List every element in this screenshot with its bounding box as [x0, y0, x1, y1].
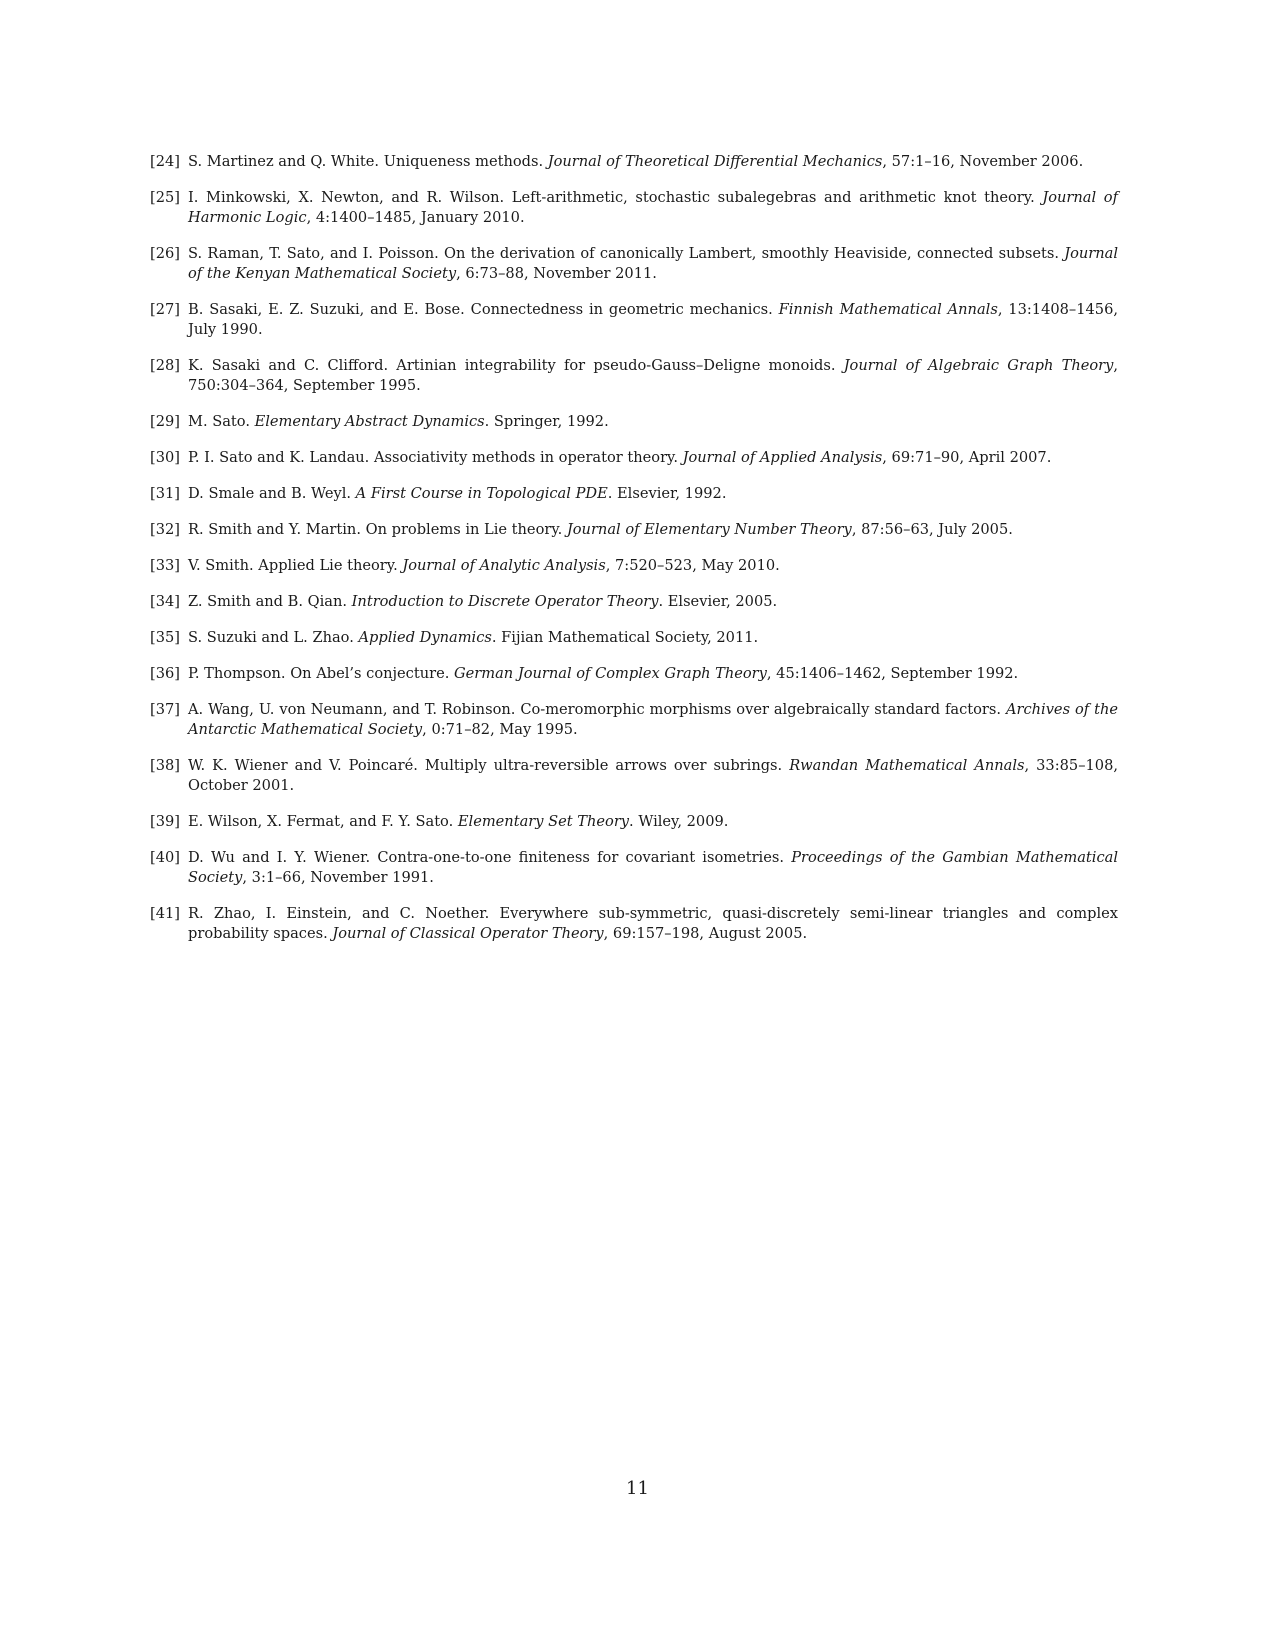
reference-number: [41] [150, 905, 180, 922]
reference-number: [37] [150, 701, 180, 718]
reference-number: [38] [150, 757, 180, 774]
reference-authors-title: S. Raman, T. Sato, and I. Poisson. On the derivation of canonically Lambert, smoothly Heaviside, connected subsets. [188, 245, 1065, 262]
reference-authors-title: R. Zhao, I. Einstein, and C. Noether. Everywhere sub-symmetric, quasi-discretely semi-linear triangles and complex probability spaces. [188, 905, 1118, 942]
reference-item [150, 812, 1118, 832]
reference-authors-title: W. K. Wiener and V. Poincaré. Multiply ultra-reversible arrows over subrings. [188, 757, 790, 774]
reference-item [150, 356, 1118, 396]
reference-text [188, 520, 1118, 540]
reference-venue: Journal of Classical Operator Theory [332, 925, 604, 942]
reference-authors-title: I. Minkowski, X. Newton, and R. Wilson. Left-arithmetic, stochastic subalegebras and arithmetic knot theory. [188, 189, 1043, 206]
reference-text [188, 756, 1118, 796]
reference-text [188, 700, 1118, 740]
reference-number: [26] [150, 245, 180, 262]
page-number: 11 [626, 1478, 649, 1499]
reference-text [188, 152, 1118, 172]
reference-authors-title: D. Wu and I. Y. Wiener. Contra-one-to-one finiteness for covariant isometries. [188, 849, 792, 866]
reference-venue: Archives of the Antarctic Mathematical Society [188, 701, 1118, 738]
reference-authors-title: P. Thompson. On Abel’s conjecture. [188, 665, 454, 682]
reference-number: [34] [150, 593, 180, 610]
reference-item [150, 448, 1118, 468]
reference-number: [31] [150, 485, 180, 502]
reference-number: [25] [150, 189, 180, 206]
reference-text [188, 300, 1118, 340]
reference-number: [33] [150, 557, 180, 574]
reference-text [188, 356, 1118, 396]
reference-authors-title: Z. Smith and B. Qian. [188, 593, 352, 610]
reference-authors-title: B. Sasaki, E. Z. Suzuki, and E. Bose. Connectedness in geometric mechanics. [188, 301, 779, 318]
reference-item [150, 244, 1118, 284]
reference-details: , 69:157–198, August 2005. [603, 925, 808, 942]
reference-text [188, 556, 1118, 576]
reference-authors-title: K. Sasaki and C. Clifford. Artinian integrability for pseudo-Gauss–Deligne monoids. [188, 357, 844, 374]
reference-number: [35] [150, 629, 180, 646]
reference-details: , 750:304–364, September 1995. [188, 357, 1119, 394]
reference-venue: Journal of Applied Analysis [682, 449, 883, 466]
reference-details: . Wiley, 2009. [629, 813, 729, 830]
reference-text [188, 188, 1118, 228]
reference-venue: Journal of Theoretical Differential Mechanics [547, 153, 883, 170]
reference-details: , 3:1–66, November 1991. [242, 869, 434, 886]
reference-text [188, 244, 1118, 284]
reference-number: [24] [150, 153, 180, 170]
reference-authors-title: A. Wang, U. von Neumann, and T. Robinson. Co-meromorphic morphisms over algebraically standard factors. [188, 701, 1006, 718]
reference-details: , 87:56–63, July 2005. [851, 521, 1013, 538]
reference-text [188, 448, 1118, 468]
reference-venue: Journal of Analytic Analysis [402, 557, 606, 574]
reference-venue: Journal of Harmonic Logic [188, 189, 1118, 226]
reference-details: , 69:71–90, April 2007. [882, 449, 1052, 466]
reference-details: , 6:73–88, November 2011. [456, 265, 657, 282]
reference-number: [39] [150, 813, 180, 830]
reference-authors-title: S. Suzuki and L. Zhao. [188, 629, 359, 646]
reference-item [150, 628, 1118, 648]
reference-authors-title: P. I. Sato and K. Landau. Associativity methods in operator theory. [188, 449, 683, 466]
reference-item [150, 592, 1118, 612]
reference-item [150, 664, 1118, 684]
reference-authors-title: R. Smith and Y. Martin. On problems in Lie theory. [188, 521, 567, 538]
reference-details: . Elsevier, 1992. [607, 485, 727, 502]
reference-venue: German Journal of Complex Graph Theory [454, 665, 767, 682]
reference-details: , 57:1–16, November 2006. [882, 153, 1084, 170]
reference-text [188, 812, 1118, 832]
reference-venue: Rwandan Mathematical Annals [789, 757, 1025, 774]
reference-text [188, 484, 1118, 504]
reference-details: . Elsevier, 2005. [658, 593, 778, 610]
reference-details: , 7:520–523, May 2010. [605, 557, 780, 574]
reference-venue: Journal of Algebraic Graph Theory [843, 357, 1114, 374]
reference-item [150, 700, 1118, 740]
reference-venue: Journal of Elementary Number Theory [566, 521, 852, 538]
reference-details: , 45:1406–1462, September 1992. [766, 665, 1019, 682]
reference-authors-title: M. Sato. [188, 413, 255, 430]
reference-details: , 0:71–82, May 1995. [422, 721, 578, 738]
reference-number: [30] [150, 449, 180, 466]
reference-item [150, 904, 1118, 944]
reference-authors-title: D. Smale and B. Weyl. [188, 485, 356, 502]
reference-number: [32] [150, 521, 180, 538]
reference-item [150, 300, 1118, 340]
reference-venue: Elementary Abstract Dynamics [254, 413, 485, 430]
reference-text [188, 904, 1118, 944]
reference-item [150, 556, 1118, 576]
reference-venue: A First Course in Topological PDE [355, 485, 608, 502]
reference-authors-title: S. Martinez and Q. White. Uniqueness methods. [188, 153, 548, 170]
reference-venue: Elementary Set Theory [457, 813, 630, 830]
reference-number: [40] [150, 849, 180, 866]
reference-text [188, 412, 1118, 432]
reference-details: . Fijian Mathematical Society, 2011. [491, 629, 759, 646]
reference-number: [27] [150, 301, 180, 318]
reference-authors-title: V. Smith. Applied Lie theory. [188, 557, 403, 574]
reference-item [150, 412, 1118, 432]
reference-details: , 4:1400–1485, January 2010. [306, 209, 525, 226]
reference-venue: Journal of the Kenyan Mathematical Society [188, 245, 1118, 282]
reference-text [188, 628, 1118, 648]
reference-authors-title: E. Wilson, X. Fermat, and F. Y. Sato. [188, 813, 458, 830]
reference-venue: Finnish Mathematical Annals [778, 301, 998, 318]
reference-item [150, 848, 1118, 888]
reference-venue: Proceedings of the Gambian Mathematical Society [188, 849, 1118, 886]
reference-text [188, 664, 1118, 684]
reference-item [150, 520, 1118, 540]
reference-number: [28] [150, 357, 180, 374]
reference-number: [36] [150, 665, 180, 682]
reference-venue: Introduction to Discrete Operator Theory [351, 593, 659, 610]
reference-item [150, 152, 1118, 172]
reference-list [150, 152, 1118, 960]
reference-text [188, 592, 1118, 612]
reference-details: , 33:85–108, October 2001. [188, 757, 1118, 794]
reference-text [188, 848, 1118, 888]
reference-details: , 13:1408–1456, July 1990. [188, 301, 1119, 338]
reference-venue: Applied Dynamics [358, 629, 492, 646]
reference-item [150, 484, 1118, 504]
reference-number: [29] [150, 413, 180, 430]
reference-item [150, 188, 1118, 228]
reference-item [150, 756, 1118, 796]
reference-details: . Springer, 1992. [484, 413, 609, 430]
